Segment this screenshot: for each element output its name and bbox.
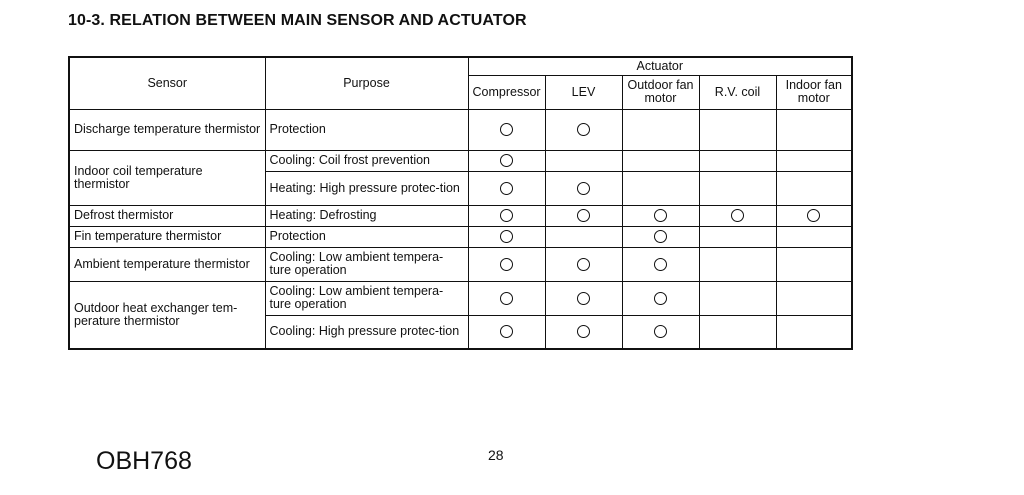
circle-mark-icon bbox=[577, 325, 590, 338]
circle-mark-icon bbox=[500, 182, 513, 195]
mark-cell bbox=[622, 226, 699, 247]
table-row bbox=[69, 150, 852, 171]
purpose-cell: Protection bbox=[265, 226, 468, 247]
table-row bbox=[69, 247, 852, 281]
sensor-cell: Indoor coil temperature thermistor bbox=[69, 150, 265, 205]
mark-cell bbox=[699, 247, 776, 281]
mark-cell bbox=[699, 150, 776, 171]
mark-cell bbox=[622, 205, 699, 226]
circle-mark-icon bbox=[654, 258, 667, 271]
circle-mark-icon bbox=[654, 325, 667, 338]
sensor-cell: Defrost thermistor bbox=[69, 205, 265, 226]
mark-cell bbox=[699, 226, 776, 247]
circle-mark-icon bbox=[654, 230, 667, 243]
header-lev: LEV bbox=[545, 75, 622, 109]
mark-cell bbox=[776, 109, 852, 150]
document-code: OBH768 bbox=[96, 447, 192, 475]
circle-mark-icon bbox=[807, 209, 820, 222]
circle-mark-icon bbox=[577, 209, 590, 222]
header-rv-coil: R.V. coil bbox=[699, 75, 776, 109]
purpose-cell: Heating: Defrosting bbox=[265, 205, 468, 226]
mark-cell bbox=[545, 109, 622, 150]
mark-cell bbox=[622, 247, 699, 281]
sensor-cell: Fin temperature thermistor bbox=[69, 226, 265, 247]
purpose-cell: Cooling: Low ambient tempera-ture operation bbox=[265, 281, 468, 315]
mark-cell bbox=[545, 247, 622, 281]
circle-mark-icon bbox=[654, 209, 667, 222]
sensor-actuator-table bbox=[68, 56, 853, 350]
mark-cell bbox=[468, 150, 545, 171]
mark-cell bbox=[699, 205, 776, 226]
sensor-cell: Discharge temperature thermistor bbox=[69, 109, 265, 150]
mark-cell bbox=[776, 150, 852, 171]
mark-cell bbox=[545, 281, 622, 315]
purpose-cell: Protection bbox=[265, 109, 468, 150]
circle-mark-icon bbox=[577, 292, 590, 305]
mark-cell bbox=[699, 171, 776, 205]
mark-cell bbox=[699, 315, 776, 349]
circle-mark-icon bbox=[500, 325, 513, 338]
circle-mark-icon bbox=[500, 292, 513, 305]
circle-mark-icon bbox=[731, 209, 744, 222]
mark-cell bbox=[545, 205, 622, 226]
mark-cell bbox=[622, 281, 699, 315]
mark-cell bbox=[699, 109, 776, 150]
circle-mark-icon bbox=[500, 123, 513, 136]
table-row bbox=[69, 205, 852, 226]
circle-mark-icon bbox=[500, 230, 513, 243]
sensor-cell: Ambient temperature thermistor bbox=[69, 247, 265, 281]
purpose-cell: Cooling: High pressure protec-tion bbox=[265, 315, 468, 349]
header-purpose: Purpose bbox=[265, 57, 468, 109]
header-outdoor-fan-motor: Outdoor fan motor bbox=[622, 75, 699, 109]
circle-mark-icon bbox=[577, 182, 590, 195]
mark-cell bbox=[776, 281, 852, 315]
mark-cell bbox=[468, 171, 545, 205]
mark-cell bbox=[622, 315, 699, 349]
mark-cell bbox=[545, 315, 622, 349]
mark-cell bbox=[468, 315, 545, 349]
purpose-cell: Cooling: Low ambient tempera-ture operation bbox=[265, 247, 468, 281]
section-title: 10-3. RELATION BETWEEN MAIN SENSOR AND ACTUATOR bbox=[68, 12, 527, 29]
circle-mark-icon bbox=[577, 123, 590, 136]
mark-cell bbox=[545, 226, 622, 247]
header-sensor: Sensor bbox=[69, 57, 265, 109]
mark-cell bbox=[545, 171, 622, 205]
table-row bbox=[69, 226, 852, 247]
mark-cell bbox=[468, 205, 545, 226]
mark-cell bbox=[622, 150, 699, 171]
circle-mark-icon bbox=[500, 154, 513, 167]
mark-cell bbox=[776, 226, 852, 247]
circle-mark-icon bbox=[500, 258, 513, 271]
mark-cell bbox=[622, 171, 699, 205]
purpose-cell: Cooling: Coil frost prevention bbox=[265, 150, 468, 171]
circle-mark-icon bbox=[577, 258, 590, 271]
mark-cell bbox=[468, 281, 545, 315]
mark-cell bbox=[699, 281, 776, 315]
table-row bbox=[69, 109, 852, 150]
mark-cell bbox=[622, 109, 699, 150]
mark-cell bbox=[468, 226, 545, 247]
page-number: 28 bbox=[488, 447, 504, 463]
header-compressor: Compressor bbox=[468, 75, 545, 109]
mark-cell bbox=[776, 315, 852, 349]
header-actuator-group: Actuator bbox=[468, 57, 852, 75]
mark-cell bbox=[776, 205, 852, 226]
circle-mark-icon bbox=[654, 292, 667, 305]
mark-cell bbox=[776, 247, 852, 281]
mark-cell bbox=[468, 109, 545, 150]
mark-cell bbox=[468, 247, 545, 281]
header-row-1 bbox=[69, 57, 852, 75]
sensor-cell: Outdoor heat exchanger tem-perature thermistor bbox=[69, 281, 265, 349]
purpose-cell: Heating: High pressure protec-tion bbox=[265, 171, 468, 205]
mark-cell bbox=[545, 150, 622, 171]
header-indoor-fan-motor: Indoor fan motor bbox=[776, 75, 852, 109]
circle-mark-icon bbox=[500, 209, 513, 222]
table-row bbox=[69, 281, 852, 315]
mark-cell bbox=[776, 171, 852, 205]
